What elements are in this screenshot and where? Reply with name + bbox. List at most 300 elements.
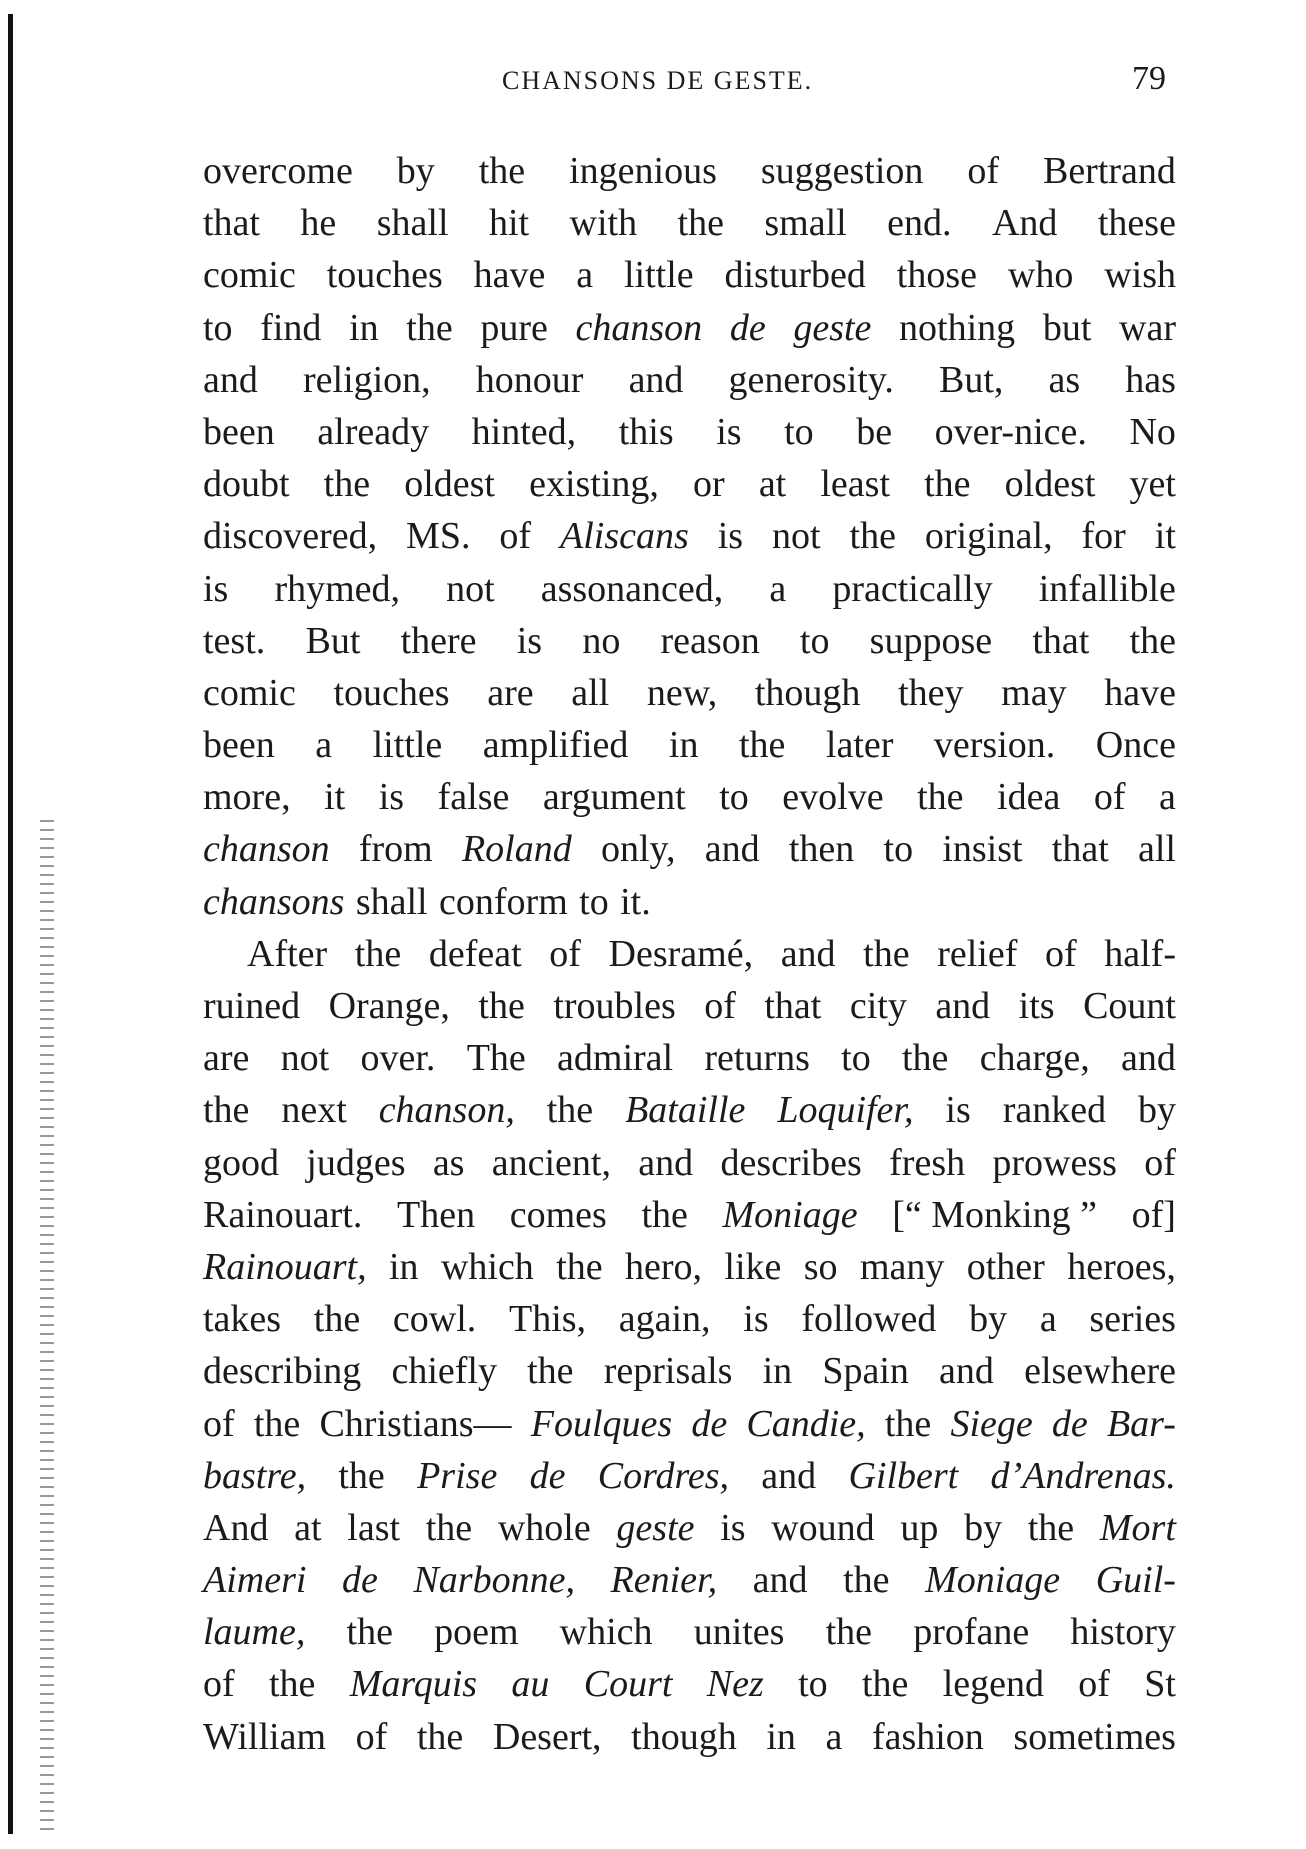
word: de [1051, 1402, 1088, 1445]
word: and [752, 1559, 808, 1602]
word: Moniage [925, 1559, 1061, 1602]
text-line [203, 980, 1176, 1032]
word: The [466, 1037, 526, 1080]
word: Bertrand [1042, 150, 1176, 192]
word: sometimes [1013, 1715, 1176, 1758]
word: are [203, 1037, 250, 1080]
word: Mort [1099, 1506, 1176, 1549]
word: next [281, 1089, 347, 1132]
word: honour [475, 358, 584, 401]
word: those [896, 254, 978, 297]
text-line [203, 1606, 1176, 1658]
word: chanson [203, 828, 330, 871]
word: a [825, 1715, 843, 1758]
word: idea [997, 776, 1061, 819]
word: of [203, 1402, 235, 1445]
word: elsewhere [1024, 1350, 1176, 1393]
word: that [764, 985, 822, 1027]
word: Marquis [349, 1663, 478, 1706]
word: Christians— [319, 1402, 512, 1445]
word: in [349, 306, 379, 349]
word: Candie, [746, 1402, 866, 1445]
word: little [372, 724, 443, 767]
word: in [762, 1350, 793, 1393]
word: Prise [417, 1454, 498, 1497]
word: yet [1129, 463, 1176, 506]
word: have [1104, 671, 1176, 714]
word: original, [924, 515, 1053, 558]
word: overcome [203, 150, 353, 192]
paragraph [203, 928, 1176, 1763]
word: the [861, 1663, 909, 1706]
word: No [1129, 410, 1176, 453]
word: may [1001, 671, 1067, 714]
word: the [253, 1402, 301, 1445]
word: wound [771, 1506, 875, 1549]
word: poem [434, 1611, 519, 1654]
word: it [1154, 515, 1176, 558]
word: the [1027, 1506, 1075, 1549]
word: profane [913, 1611, 1030, 1654]
word: ancient, [491, 1141, 611, 1184]
word: to [841, 1037, 871, 1080]
word: unites [693, 1611, 785, 1654]
word: Bataille [625, 1089, 746, 1132]
word: Loquifer, [777, 1089, 914, 1132]
word: Rainouart, [203, 1245, 367, 1288]
word: in [766, 1715, 796, 1758]
word: reason [660, 619, 760, 662]
word: in [668, 724, 699, 767]
word: only, [600, 828, 676, 871]
word: chanson [575, 306, 703, 349]
text-line [203, 406, 1176, 458]
word: charge, [979, 1037, 1090, 1080]
word: the [641, 1193, 688, 1236]
word: Spain [822, 1350, 909, 1393]
word: heroes, [1067, 1245, 1176, 1288]
word: who [1007, 254, 1074, 297]
word: William [203, 1715, 326, 1758]
word: But, [938, 358, 1004, 401]
word: as [432, 1141, 465, 1184]
running-head [0, 60, 1306, 110]
word: it [324, 776, 346, 819]
text-line [203, 1554, 1176, 1606]
text-line [203, 823, 1176, 875]
word: of] [1131, 1193, 1176, 1236]
word: Renier, [610, 1559, 718, 1602]
word: and [704, 828, 760, 871]
word: last [347, 1506, 401, 1549]
word: insist [942, 828, 1023, 871]
word: ranked [1002, 1089, 1107, 1132]
word: takes [203, 1298, 282, 1341]
word: oldest [1004, 463, 1096, 506]
word: shall [376, 202, 449, 245]
word: by [1137, 1089, 1176, 1132]
word: Moniage [722, 1193, 858, 1236]
word: Count [1083, 985, 1176, 1027]
word: or [693, 463, 725, 506]
word: shall [355, 880, 428, 923]
word: chanson, [378, 1089, 515, 1132]
word: over-nice. [934, 410, 1087, 453]
word: the [849, 515, 896, 558]
word: Siege [950, 1402, 1033, 1445]
word: test. [203, 619, 266, 662]
word: Aliscans [560, 515, 689, 558]
word: troubles [553, 985, 676, 1027]
word: assonanced, [540, 567, 724, 610]
word: of [355, 1715, 388, 1758]
page-edge-speckle [40, 820, 54, 1830]
word: is [720, 1506, 746, 1549]
word: in [389, 1245, 419, 1288]
word: the [323, 463, 371, 506]
word: pure [480, 306, 548, 349]
word: half- [1104, 932, 1176, 975]
text-line [203, 876, 1176, 928]
word: already [317, 410, 430, 453]
word: geste [793, 306, 872, 349]
word: the [863, 932, 910, 975]
word: end. [887, 202, 952, 245]
word: and [939, 1350, 994, 1393]
word: discovered, [203, 515, 378, 558]
word: that [203, 202, 260, 245]
word: de [342, 1559, 378, 1602]
word: of [1144, 1141, 1176, 1184]
text-line [203, 563, 1176, 615]
word: they [898, 671, 964, 714]
page-number: 79 [1132, 60, 1166, 97]
word: at [758, 463, 787, 506]
word: series [1089, 1298, 1176, 1341]
word: a [315, 724, 333, 767]
word: small [764, 202, 847, 245]
word: judges [306, 1141, 406, 1184]
word: the [346, 1611, 393, 1654]
word: Gilbert [848, 1454, 959, 1497]
text-line [203, 1345, 1176, 1397]
word: And [203, 1506, 269, 1549]
word: St [1144, 1663, 1176, 1706]
word: and [638, 1141, 694, 1184]
word: are [487, 671, 534, 714]
word: is [716, 410, 742, 453]
word: though [754, 671, 861, 714]
word: over. [360, 1037, 436, 1080]
word: false [437, 776, 510, 819]
word: existing, [529, 463, 659, 506]
word: the [825, 1611, 873, 1654]
word: all [1137, 828, 1176, 871]
word: amplified [482, 724, 629, 767]
word: Rainouart. [203, 1193, 363, 1236]
word: the [354, 932, 402, 975]
word: hit [488, 202, 530, 245]
word: then [788, 828, 855, 871]
word: doubt [203, 463, 290, 506]
word: the [738, 724, 786, 767]
text-line [203, 1241, 1176, 1293]
word: the [478, 985, 525, 1027]
word: After [247, 932, 328, 975]
word: which [559, 1611, 653, 1654]
word: of [203, 1663, 235, 1706]
word: Roland [461, 828, 572, 871]
word: has [1125, 358, 1176, 401]
word: to [784, 410, 814, 453]
word: Narbonne, [413, 1559, 575, 1602]
word: geste [616, 1506, 695, 1549]
word: prowess [992, 1141, 1117, 1184]
text-line [203, 1502, 1176, 1554]
word: the [203, 1089, 250, 1132]
word: This, [509, 1298, 587, 1341]
text-line [203, 928, 1176, 980]
word: a [1159, 776, 1176, 819]
word: Guil- [1095, 1559, 1176, 1602]
word: not [446, 567, 495, 610]
word: touches [333, 671, 450, 714]
word: all [571, 671, 610, 714]
word: of [1093, 776, 1126, 819]
text-line [203, 354, 1176, 406]
word: relief [937, 932, 1018, 975]
word: d’Andrenas. [990, 1454, 1176, 1497]
word: Nez [706, 1663, 764, 1706]
word: legend [942, 1663, 1044, 1706]
word: the [478, 150, 526, 192]
word: religion, [302, 358, 431, 401]
word: Cordres, [597, 1454, 730, 1497]
word: returns [704, 1037, 810, 1080]
word: and [203, 358, 258, 401]
word: history [1070, 1611, 1176, 1654]
word: not [280, 1037, 330, 1080]
text-line [203, 1084, 1176, 1136]
word: the [546, 1089, 594, 1132]
text-line [203, 1398, 1176, 1450]
word: is [516, 619, 543, 662]
word: the [1129, 619, 1176, 662]
word: a [1039, 1298, 1057, 1341]
word: its [1018, 985, 1055, 1027]
text-line [203, 302, 1176, 354]
word: comes [509, 1193, 607, 1236]
word: [“ Monking ” [892, 1193, 1097, 1236]
word: like [724, 1245, 782, 1288]
word: argument [542, 776, 686, 819]
word: war [1119, 306, 1176, 349]
word: later [825, 724, 894, 767]
word: other [966, 1245, 1045, 1288]
word: at [294, 1506, 322, 1549]
word: the [406, 306, 453, 349]
word: nothing [899, 306, 1016, 349]
running-title: CHANSONS DE GESTE. [502, 66, 814, 95]
word: the [843, 1559, 890, 1602]
word: of [1078, 1663, 1110, 1706]
word: practically [832, 567, 993, 610]
word: be [856, 410, 893, 453]
word: Orange, [328, 985, 450, 1027]
word: Court [583, 1663, 673, 1706]
word: with [569, 202, 638, 245]
word: he [300, 202, 337, 245]
word: the [338, 1454, 385, 1497]
word: there [400, 619, 477, 662]
word: conform [439, 880, 568, 923]
word: But [305, 619, 361, 662]
word: is [743, 1298, 769, 1341]
word: Once [1095, 724, 1176, 767]
word: fresh [889, 1141, 966, 1184]
word: suggestion [760, 150, 924, 192]
word: and [761, 1454, 817, 1497]
word: to [579, 880, 609, 923]
word: is [378, 776, 405, 819]
word: the [917, 776, 964, 819]
word: the [901, 1037, 949, 1080]
text-line [203, 1711, 1176, 1763]
body-text [203, 145, 1176, 1763]
word: a [576, 254, 594, 297]
word: this [618, 410, 674, 453]
word: infallible [1038, 567, 1176, 610]
text-line [203, 1450, 1176, 1502]
word: followed [801, 1298, 937, 1341]
word: of [967, 150, 1000, 192]
word: describes [720, 1141, 862, 1184]
paragraph [203, 145, 1176, 928]
word: these [1097, 202, 1176, 245]
word: Desramé, [608, 932, 754, 975]
word: by [396, 150, 435, 192]
word: de [729, 306, 766, 349]
word: to [799, 619, 830, 662]
word: least [820, 463, 890, 506]
text-line [203, 615, 1176, 667]
text-line [203, 1032, 1176, 1084]
word: not [772, 515, 821, 558]
word: the [313, 1298, 361, 1341]
word: Foulques [530, 1402, 673, 1445]
word: the [527, 1350, 574, 1393]
word: the [884, 1402, 932, 1445]
text-line [203, 1189, 1176, 1241]
text-line [203, 249, 1176, 301]
word: And [991, 202, 1058, 245]
word: find [260, 306, 322, 349]
word: reprisals [603, 1350, 733, 1393]
text-line [203, 1658, 1176, 1710]
word: Bar- [1106, 1402, 1176, 1445]
word: a [769, 567, 787, 610]
word: for [1081, 515, 1126, 558]
word: Aimeri [203, 1559, 307, 1602]
word: that [1051, 828, 1109, 871]
word: admiral [557, 1037, 674, 1080]
word: good [203, 1141, 279, 1184]
word: the [416, 1715, 464, 1758]
word: which [440, 1245, 534, 1288]
word: cowl. [392, 1298, 477, 1341]
word: the [677, 202, 724, 245]
text-line [203, 667, 1176, 719]
word: MS. [406, 515, 471, 558]
text-line [203, 458, 1176, 510]
word: by [964, 1506, 1003, 1549]
text-line [203, 197, 1176, 249]
word: chansons [203, 880, 345, 923]
word: chiefly [391, 1350, 497, 1393]
word: de [529, 1454, 566, 1497]
text-line [203, 1293, 1176, 1345]
word: and [628, 358, 684, 401]
word: defeat [428, 932, 522, 975]
word: that [1032, 619, 1090, 662]
word: generosity. [728, 358, 894, 401]
word: little [623, 254, 694, 297]
word: no [582, 619, 621, 662]
word: to [203, 306, 233, 349]
word: rhymed, [274, 567, 401, 610]
word: been [203, 410, 275, 453]
word: new, [646, 671, 718, 714]
word: is [945, 1089, 971, 1132]
word: Desert, [492, 1715, 602, 1758]
word: more, [203, 776, 291, 819]
word: the [425, 1506, 473, 1549]
word: by [969, 1298, 1008, 1341]
page-edge-shadow [8, 14, 13, 1834]
word: the [556, 1245, 603, 1288]
word: of [704, 985, 736, 1027]
word: again, [618, 1298, 711, 1341]
word: though [631, 1715, 737, 1758]
word: of [549, 932, 581, 975]
word: au [511, 1663, 550, 1706]
text-line [203, 145, 1176, 197]
word: to [883, 828, 914, 871]
word: de [691, 1402, 728, 1445]
word: describing [203, 1350, 362, 1393]
word: ruined [203, 985, 301, 1027]
word: from [358, 828, 433, 871]
word: but [1042, 306, 1092, 349]
text-line [203, 1137, 1176, 1189]
word: been [203, 724, 275, 767]
word: hinted, [471, 410, 577, 453]
word: evolve [782, 776, 884, 819]
word: city [849, 985, 907, 1027]
word: have [473, 254, 546, 297]
word: oldest [404, 463, 495, 506]
word: is [203, 567, 229, 610]
word: touches [326, 254, 443, 297]
word: hero, [625, 1245, 703, 1288]
word: it. [620, 880, 651, 923]
word: wish [1104, 254, 1176, 297]
text-line [203, 510, 1176, 562]
word: to [798, 1663, 828, 1706]
word: the [268, 1663, 316, 1706]
text-line [203, 719, 1176, 771]
word: and [1121, 1037, 1176, 1080]
